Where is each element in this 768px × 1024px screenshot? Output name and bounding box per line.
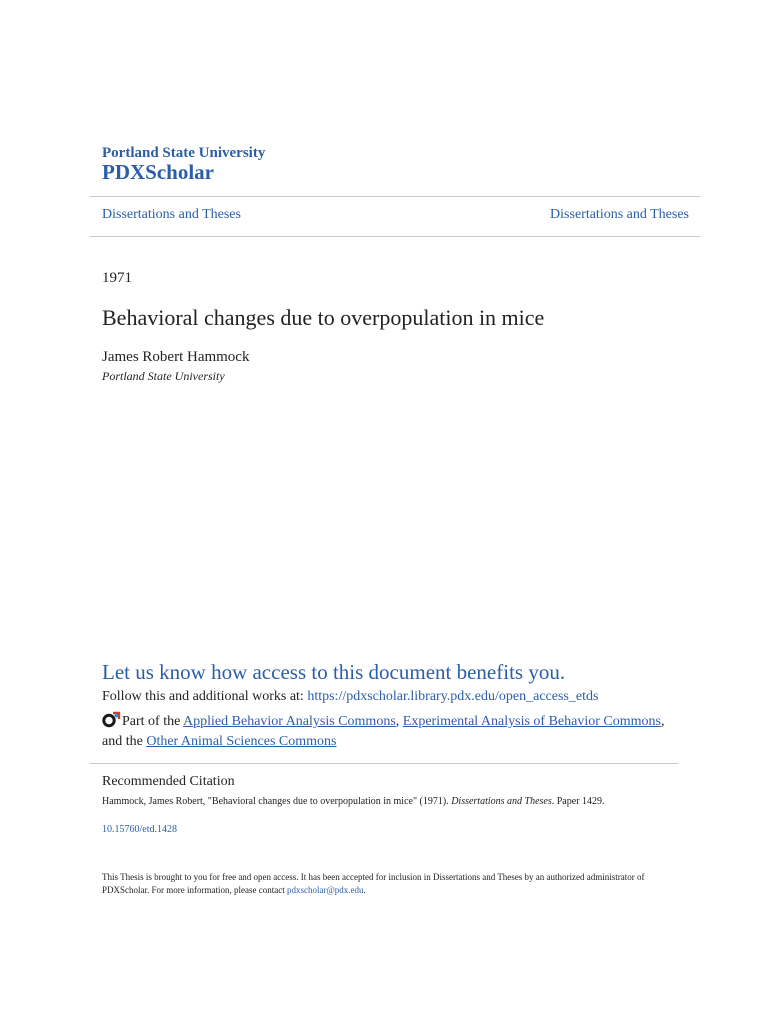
institution-name[interactable]: Portland State University [102,145,266,161]
document-title: Behavioral changes due to overpopulation in mice [102,305,545,330]
citation-heading: Recommended Citation [102,774,235,789]
follow-line [102,689,598,705]
commons-separator-1: , [395,714,403,729]
open-access-notice [102,871,672,897]
citation-series: Dissertations and Theses [451,796,552,807]
author-name: James Robert Hammock [102,349,250,365]
divider-collections [90,236,700,237]
repository-name[interactable]: PDXScholar [102,160,214,184]
follow-label: Follow this and additional works at: [102,689,308,704]
commons-link-experimental-analysis[interactable]: Experimental Analysis of Behavior Commons [402,714,661,729]
publication-year: 1971 [102,270,132,286]
divider-top [90,196,700,197]
commons-separator-2: , [660,714,665,729]
benefit-feedback-link[interactable]: Let us know how access to this document benefits you. [102,660,566,684]
doi-link[interactable]: 10.15760/etd.1428 [102,824,177,835]
notice-end: . [363,885,366,895]
part-of-commons [102,711,682,752]
collection-link-left[interactable]: Dissertations and Theses [102,207,241,222]
notice-text: This Thesis is brought to you for free and open access. It has been accepted for inclusion in Dissertations and Theses by an authorized administrator of PDXScholar. For more information, please contact [102,872,645,895]
contact-email-link[interactable]: pdxscholar@pdx.edu [286,885,364,895]
commons-link-applied-behavior-analysis[interactable]: Applied Behavior Analysis Commons [183,714,396,729]
follow-url-link[interactable]: https://pdxscholar.library.pdx.edu/open_access_etds [307,689,599,704]
bepress-commons-icon [102,711,121,728]
citation-text-start: Hammock, James Robert, "Behavioral changes due to overpopulation in mice" (1971). [102,796,452,807]
part-of-label: Part of the [122,714,184,729]
citation-text-end: . Paper 1429. [551,796,605,807]
citation-text [102,796,605,807]
author-affiliation: Portland State University [102,369,225,383]
and-the-label: and the [102,734,147,749]
collection-link-right[interactable]: Dissertations and Theses [550,207,689,222]
divider-citation [90,763,678,764]
commons-link-other-animal-sciences[interactable]: Other Animal Sciences Commons [146,734,337,749]
